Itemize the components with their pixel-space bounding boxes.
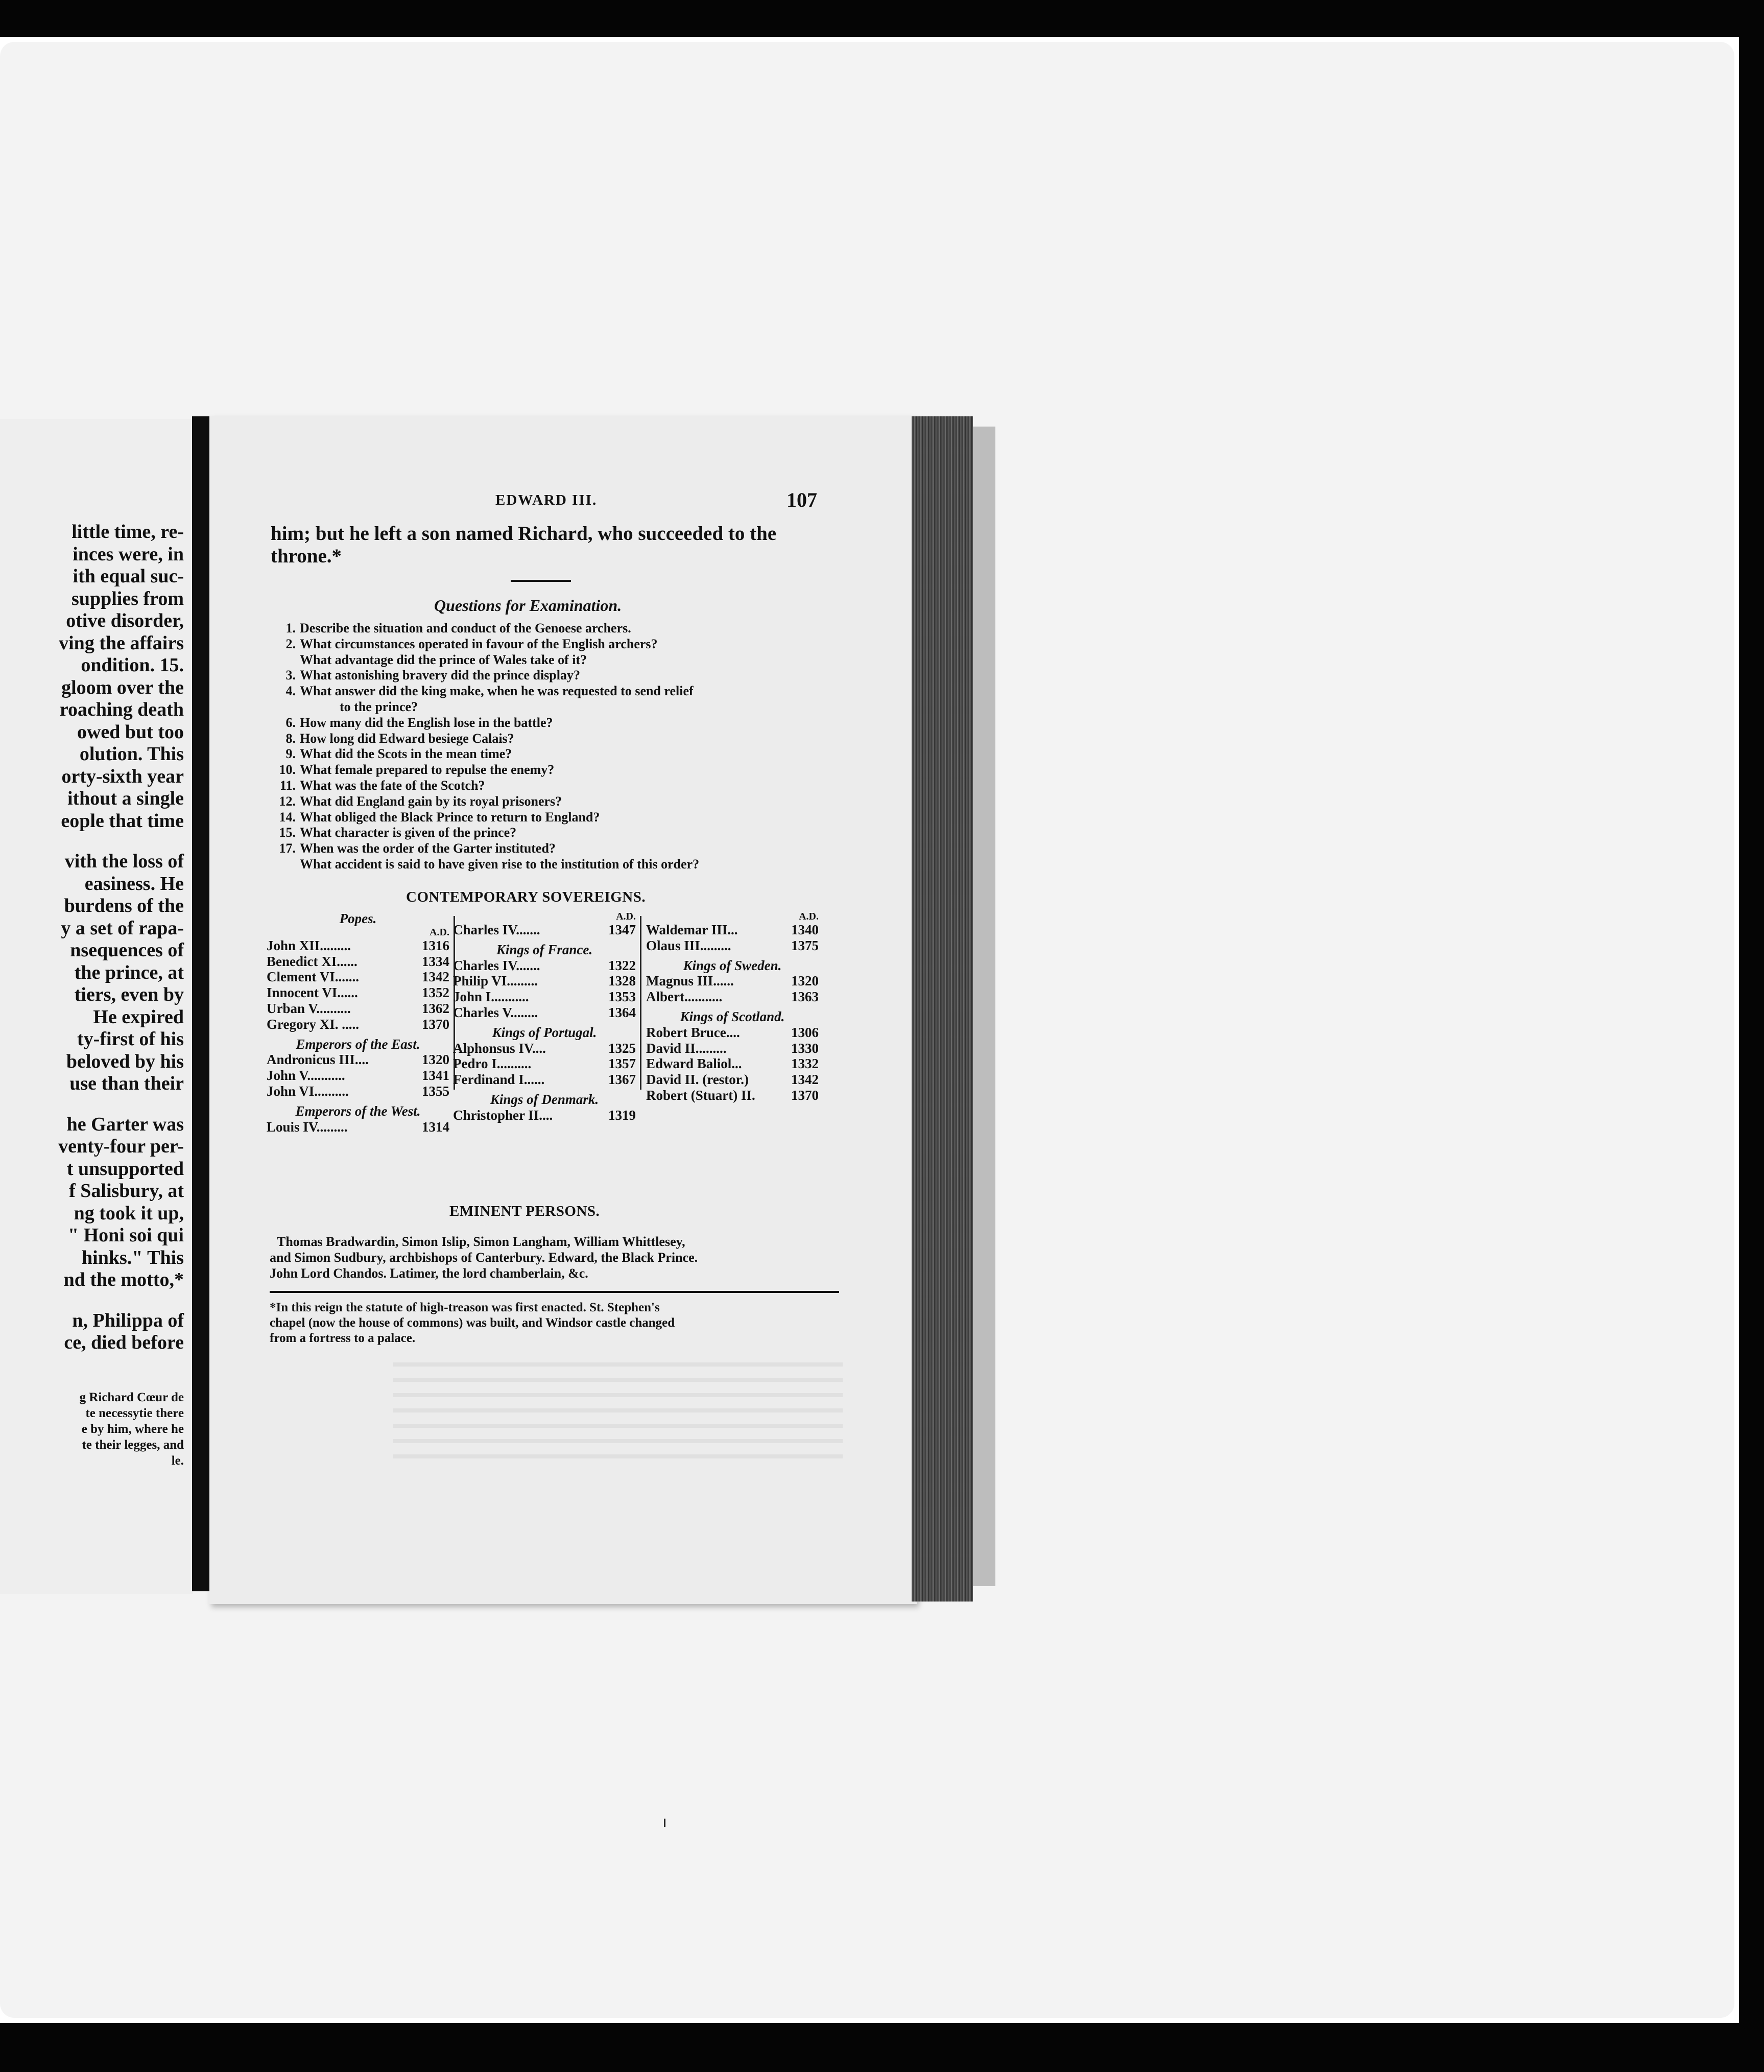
emperors-east-list bbox=[267, 1052, 449, 1099]
sovereign-name: Charles V........ bbox=[453, 1004, 538, 1020]
sovereign-entry bbox=[453, 1072, 636, 1088]
sovereign-year: 1316 bbox=[422, 937, 449, 953]
sovereign-entry bbox=[646, 989, 819, 1005]
book-spine bbox=[192, 416, 210, 1591]
sovereign-entry bbox=[267, 938, 449, 954]
sovereign-entry bbox=[453, 989, 636, 1005]
sovereign-year: 1362 bbox=[422, 1000, 449, 1016]
sovereign-name: Louis IV......... bbox=[267, 1119, 348, 1135]
sovereign-name: David II. (restor.) bbox=[646, 1072, 749, 1088]
sovereign-entry bbox=[453, 973, 636, 989]
sovereign-year: 1352 bbox=[422, 985, 449, 1001]
sovereign-year: 1355 bbox=[422, 1083, 449, 1099]
right-page bbox=[209, 416, 917, 1604]
emperors-west-list bbox=[267, 1119, 449, 1135]
sovereign-year: 1314 bbox=[422, 1119, 449, 1135]
question-continuation: What advantage did the prince of Wales take of it? bbox=[300, 652, 587, 667]
popes-heading: Popes. bbox=[339, 911, 377, 926]
left-page-line: burdens of the bbox=[64, 895, 184, 916]
column-3-top-list bbox=[646, 922, 819, 954]
question-text: What circumstances operated in favour of the English archers? bbox=[300, 636, 658, 651]
continuation-line: him; but he left a son named Richard, who succeeded to the bbox=[271, 523, 777, 545]
left-page-line: f Salisbury, at bbox=[69, 1180, 184, 1202]
sovereign-year: 1363 bbox=[791, 989, 819, 1005]
paragraph-gap bbox=[58, 1095, 184, 1114]
left-page-line: hinks." This bbox=[82, 1246, 184, 1268]
sovereign-year: 1334 bbox=[422, 953, 449, 969]
sovereign-name: Pedro I.......... bbox=[453, 1056, 532, 1072]
sovereign-entry bbox=[267, 969, 449, 985]
sovereign-year: 1330 bbox=[791, 1040, 819, 1056]
question-number: 1. bbox=[285, 621, 296, 635]
question-item bbox=[268, 731, 699, 747]
left-page-text bbox=[58, 521, 184, 1354]
paragraph-gap bbox=[58, 832, 184, 851]
question-number: 12. bbox=[279, 793, 296, 809]
sovereign-entry bbox=[453, 1108, 636, 1123]
sovereign-name: Edward Baliol... bbox=[646, 1056, 742, 1072]
question-number: 4. bbox=[285, 684, 296, 699]
left-page-line: otive disorder, bbox=[66, 610, 184, 631]
sovereign-name: Magnus III...... bbox=[646, 973, 734, 989]
sovereign-year: 1367 bbox=[608, 1072, 636, 1088]
left-page-line: he Garter was bbox=[66, 1113, 184, 1135]
question-item bbox=[268, 825, 699, 841]
sovereign-year: 1320 bbox=[791, 973, 819, 989]
eminent-line: Thomas Bradwardin, Simon Islip, Simon Langham, William Whittlesey, bbox=[277, 1234, 685, 1249]
question-number: 3. bbox=[285, 668, 296, 683]
left-page-line: supplies from bbox=[71, 587, 184, 609]
footnote-line: from a fortress to a palace. bbox=[270, 1331, 416, 1345]
question-text: Describe the situation and conduct of the Genoese archers. bbox=[300, 621, 631, 635]
questions-list bbox=[268, 621, 699, 873]
question-number: 15. bbox=[279, 825, 296, 840]
kings-denmark-heading: Kings of Denmark. bbox=[490, 1091, 599, 1107]
sovereign-entry bbox=[646, 1056, 819, 1072]
continuation-text bbox=[271, 523, 1037, 568]
sovereign-name: Philip VI......... bbox=[453, 973, 538, 989]
question-item bbox=[268, 810, 699, 826]
sovereign-year: 1306 bbox=[791, 1024, 819, 1040]
left-footnote-line: e by him, where he bbox=[81, 1422, 184, 1436]
column-2-top-list bbox=[453, 922, 636, 938]
left-page-line: the prince, at bbox=[74, 961, 184, 983]
sovereign-name: John XII......... bbox=[267, 937, 351, 953]
question-item bbox=[268, 794, 699, 810]
question-item bbox=[268, 841, 699, 857]
left-page-line: nsequences of bbox=[70, 939, 184, 961]
question-item bbox=[268, 684, 699, 699]
sovereign-entry bbox=[646, 1041, 819, 1056]
sovereign-name: Urban V.......... bbox=[267, 1000, 351, 1016]
sovereign-name: Benedict XI...... bbox=[267, 953, 357, 969]
sovereign-year: 1347 bbox=[608, 922, 636, 937]
sovereign-year: 1340 bbox=[791, 922, 819, 937]
question-text: What obliged the Black Prince to return to England? bbox=[300, 809, 600, 825]
sovereigns-column-3 bbox=[646, 911, 819, 1103]
left-page-line: ce, died before bbox=[64, 1332, 184, 1353]
sovereign-entry bbox=[646, 1025, 819, 1041]
question-number: 17. bbox=[279, 841, 296, 856]
sovereign-year: 1370 bbox=[791, 1087, 819, 1103]
left-page-line: roaching death bbox=[59, 699, 184, 720]
ad-label: A.D. bbox=[616, 911, 636, 922]
kings-france-list bbox=[453, 958, 636, 1021]
sovereign-year: 1319 bbox=[608, 1107, 636, 1123]
left-page bbox=[0, 419, 193, 1594]
sovereign-name: John VI.......... bbox=[267, 1083, 349, 1099]
sovereign-entry bbox=[646, 1088, 819, 1103]
left-page-line: nd the motto,* bbox=[63, 1269, 184, 1290]
question-text: When was the order of the Garter instituted? bbox=[300, 841, 556, 856]
sovereign-year: 1342 bbox=[422, 969, 449, 985]
question-text: How long did Edward besiege Calais? bbox=[300, 731, 514, 746]
sovereign-name: Innocent VI...... bbox=[267, 985, 358, 1001]
question-number: 11. bbox=[279, 778, 296, 793]
kings-denmark-list bbox=[453, 1108, 636, 1123]
question-item bbox=[268, 668, 699, 684]
question-text: What astonishing bravery did the prince display? bbox=[300, 668, 580, 683]
left-page-line: use than their bbox=[69, 1073, 184, 1094]
question-number: 10. bbox=[279, 762, 296, 778]
page-edges bbox=[912, 416, 973, 1602]
question-text: What did the Scots in the mean time? bbox=[300, 746, 512, 762]
left-page-line: He expired bbox=[93, 1006, 184, 1028]
sovereign-year: 1353 bbox=[608, 989, 636, 1005]
question-text: What answer did the king make, when he was requested to send relief bbox=[300, 684, 694, 699]
left-page-line: ng took it up, bbox=[74, 1202, 184, 1224]
emperors-west-heading: Emperors of the West. bbox=[295, 1103, 421, 1119]
microfilm-bottom-border bbox=[0, 2023, 1764, 2072]
question-text: What character is given of the prince? bbox=[300, 825, 517, 840]
kings-scotland-heading: Kings of Scotland. bbox=[680, 1008, 785, 1024]
microfilm-right-border bbox=[1739, 0, 1764, 2072]
eminent-persons-text bbox=[270, 1234, 842, 1281]
sovereign-name: Andronicus III.... bbox=[267, 1052, 369, 1068]
kings-scotland-list bbox=[646, 1025, 819, 1103]
question-item bbox=[268, 762, 699, 778]
sovereign-year: 1325 bbox=[608, 1040, 636, 1056]
sovereigns-title: CONTEMPORARY SOVEREIGNS. bbox=[406, 889, 646, 905]
left-page-line: olution. This bbox=[79, 743, 184, 765]
eminent-line: and Simon Sudbury, archbishops of Canterbury. Edward, the Black Prince. bbox=[270, 1250, 698, 1265]
question-text: What female prepared to repulse the enemy? bbox=[300, 762, 555, 778]
left-page-line: easiness. He bbox=[84, 873, 184, 894]
left-page-line: y a set of rapa- bbox=[61, 917, 184, 939]
sovereign-entry bbox=[267, 1068, 449, 1084]
question-number: 6. bbox=[285, 715, 296, 730]
left-page-line: beloved by his bbox=[66, 1050, 184, 1072]
emperors-east-heading: Emperors of the East. bbox=[296, 1036, 420, 1052]
sovereign-year: 1357 bbox=[608, 1056, 636, 1072]
left-page-line: ondition. 15. bbox=[81, 654, 184, 676]
sovereign-name: Clement VI....... bbox=[267, 969, 359, 985]
sovereign-name: John I........... bbox=[453, 989, 529, 1005]
kings-portugal-list bbox=[453, 1041, 636, 1088]
sovereign-entry bbox=[267, 1001, 449, 1017]
sovereign-entry bbox=[646, 973, 819, 989]
column-divider bbox=[640, 916, 641, 1090]
question-text: How many did the English lose in the battle? bbox=[300, 715, 553, 730]
left-page-line: t unsupported bbox=[66, 1158, 184, 1180]
section-rule bbox=[511, 580, 571, 582]
sovereign-entry bbox=[453, 1056, 636, 1072]
sovereign-entry bbox=[453, 922, 636, 938]
continuation-line: throne.* bbox=[271, 545, 342, 567]
question-text: What was the fate of the Scotch? bbox=[300, 778, 485, 793]
question-continuation: to the prince? bbox=[340, 699, 418, 714]
kings-sweden-list bbox=[646, 973, 819, 1005]
footnote-line: *In this reign the statute of high-treason was first enacted. St. Stephen's bbox=[270, 1301, 660, 1314]
kings-france-heading: Kings of France. bbox=[496, 941, 593, 957]
kings-sweden-heading: Kings of Sweden. bbox=[683, 957, 782, 973]
sovereign-year: 1341 bbox=[422, 1068, 449, 1084]
question-item bbox=[268, 715, 699, 731]
microfilm-top-border bbox=[0, 0, 1764, 37]
left-footnote-line: le. bbox=[171, 1454, 184, 1468]
sovereign-entry bbox=[453, 1041, 636, 1056]
left-footnote-line: g Richard Cœur de bbox=[79, 1391, 184, 1404]
footnote-line: chapel (now the house of commons) was built, and Windsor castle changed bbox=[270, 1316, 675, 1330]
sovereign-name: Robert (Stuart) II. bbox=[646, 1087, 755, 1103]
sovereign-entry bbox=[646, 938, 819, 954]
question-number: 14. bbox=[279, 809, 296, 825]
sovereign-year: 1370 bbox=[422, 1016, 449, 1032]
left-footnote-line: te necessytie there bbox=[85, 1406, 184, 1420]
ad-label: A.D. bbox=[430, 926, 449, 938]
eminent-line: John Lord Chandos. Latimer, the lord chamberlain, &c. bbox=[270, 1266, 588, 1281]
running-head: EDWARD III. bbox=[495, 492, 598, 508]
ad-label: A.D. bbox=[799, 911, 819, 922]
left-page-line: ith equal suc- bbox=[73, 566, 184, 587]
left-page-line: " Honi soi qui bbox=[67, 1225, 184, 1246]
popes-list bbox=[267, 938, 449, 1032]
question-number: 2. bbox=[285, 636, 296, 651]
left-page-line: inces were, in bbox=[73, 543, 184, 565]
sovereign-year: 1364 bbox=[608, 1004, 636, 1020]
question-item bbox=[268, 637, 699, 652]
sovereign-entry bbox=[267, 1084, 449, 1099]
sovereign-year: 1342 bbox=[791, 1072, 819, 1088]
sovereign-name: Ferdinand I...... bbox=[453, 1072, 545, 1088]
kings-portugal-heading: Kings of Portugal. bbox=[492, 1024, 597, 1040]
left-page-line: little time, re- bbox=[71, 521, 184, 543]
book-cover-edge bbox=[973, 427, 995, 1586]
left-page-line: gloom over the bbox=[61, 676, 184, 698]
question-text: What did England gain by its royal prisoners? bbox=[300, 793, 562, 809]
sovereigns-column-1 bbox=[267, 911, 449, 1135]
sovereign-name: Alphonsus IV.... bbox=[453, 1040, 546, 1056]
sovereign-entry bbox=[646, 922, 819, 938]
sovereign-entry bbox=[267, 1017, 449, 1032]
sovereign-name: Robert Bruce.... bbox=[646, 1024, 740, 1040]
bleed-through-text bbox=[393, 1351, 843, 1469]
question-continuation: What accident is said to have given rise to the institution of this order? bbox=[300, 856, 700, 872]
page-number: 107 bbox=[786, 488, 817, 511]
film-speck bbox=[664, 1819, 665, 1827]
footnote-rule bbox=[270, 1291, 839, 1293]
sovereign-entry bbox=[267, 1119, 449, 1135]
sovereign-year: 1332 bbox=[791, 1056, 819, 1072]
sovereign-year: 1322 bbox=[608, 957, 636, 973]
left-page-line: tiers, even by bbox=[74, 984, 184, 1005]
left-page-line: ty-first of his bbox=[77, 1028, 184, 1050]
left-page-line: ithout a single bbox=[67, 788, 184, 809]
questions-title: Questions for Examination. bbox=[434, 596, 622, 615]
left-page-line: vith the loss of bbox=[64, 851, 184, 872]
sovereign-entry bbox=[267, 1052, 449, 1068]
question-item bbox=[268, 621, 699, 637]
sovereign-entry bbox=[453, 1005, 636, 1021]
sovereign-year: 1328 bbox=[608, 973, 636, 989]
left-footnote-line: te their legges, and bbox=[82, 1438, 184, 1452]
sovereign-name: Gregory XI. ..... bbox=[267, 1016, 359, 1032]
sovereign-name: Waldemar III... bbox=[646, 922, 738, 937]
question-number: 8. bbox=[285, 731, 296, 746]
left-page-line: orty-sixth year bbox=[61, 765, 184, 787]
eminent-persons-title: EMINENT PERSONS. bbox=[449, 1203, 600, 1219]
sovereign-year: 1375 bbox=[791, 937, 819, 953]
left-page-line: owed but too bbox=[77, 721, 184, 743]
sovereign-entry bbox=[267, 985, 449, 1001]
question-number: 9. bbox=[285, 746, 296, 762]
sovereign-name: Charles IV....... bbox=[453, 957, 540, 973]
paragraph-gap bbox=[58, 1291, 184, 1310]
left-page-line: ving the affairs bbox=[59, 632, 184, 654]
left-page-line: n, Philippa of bbox=[72, 1309, 184, 1331]
sovereigns-column-2 bbox=[453, 911, 636, 1123]
footnote bbox=[270, 1300, 675, 1346]
sovereign-name: Charles IV....... bbox=[453, 922, 540, 937]
question-item bbox=[268, 778, 699, 794]
sovereign-name: David II......... bbox=[646, 1040, 727, 1056]
left-page-line: eople that time bbox=[61, 810, 184, 832]
left-page-line: venty-four per- bbox=[58, 1136, 184, 1157]
sovereign-name: Olaus III......... bbox=[646, 937, 731, 953]
sovereign-entry bbox=[267, 954, 449, 970]
sovereign-entry bbox=[453, 958, 636, 974]
sovereign-name: John V........... bbox=[267, 1068, 345, 1084]
question-item bbox=[268, 746, 699, 762]
left-page-footnote bbox=[80, 1390, 184, 1469]
sovereign-name: Christopher II.... bbox=[453, 1107, 553, 1123]
sovereign-entry bbox=[646, 1072, 819, 1088]
sovereign-name: Albert........... bbox=[646, 989, 723, 1005]
sovereign-year: 1320 bbox=[422, 1052, 449, 1068]
page-content bbox=[209, 416, 904, 1602]
